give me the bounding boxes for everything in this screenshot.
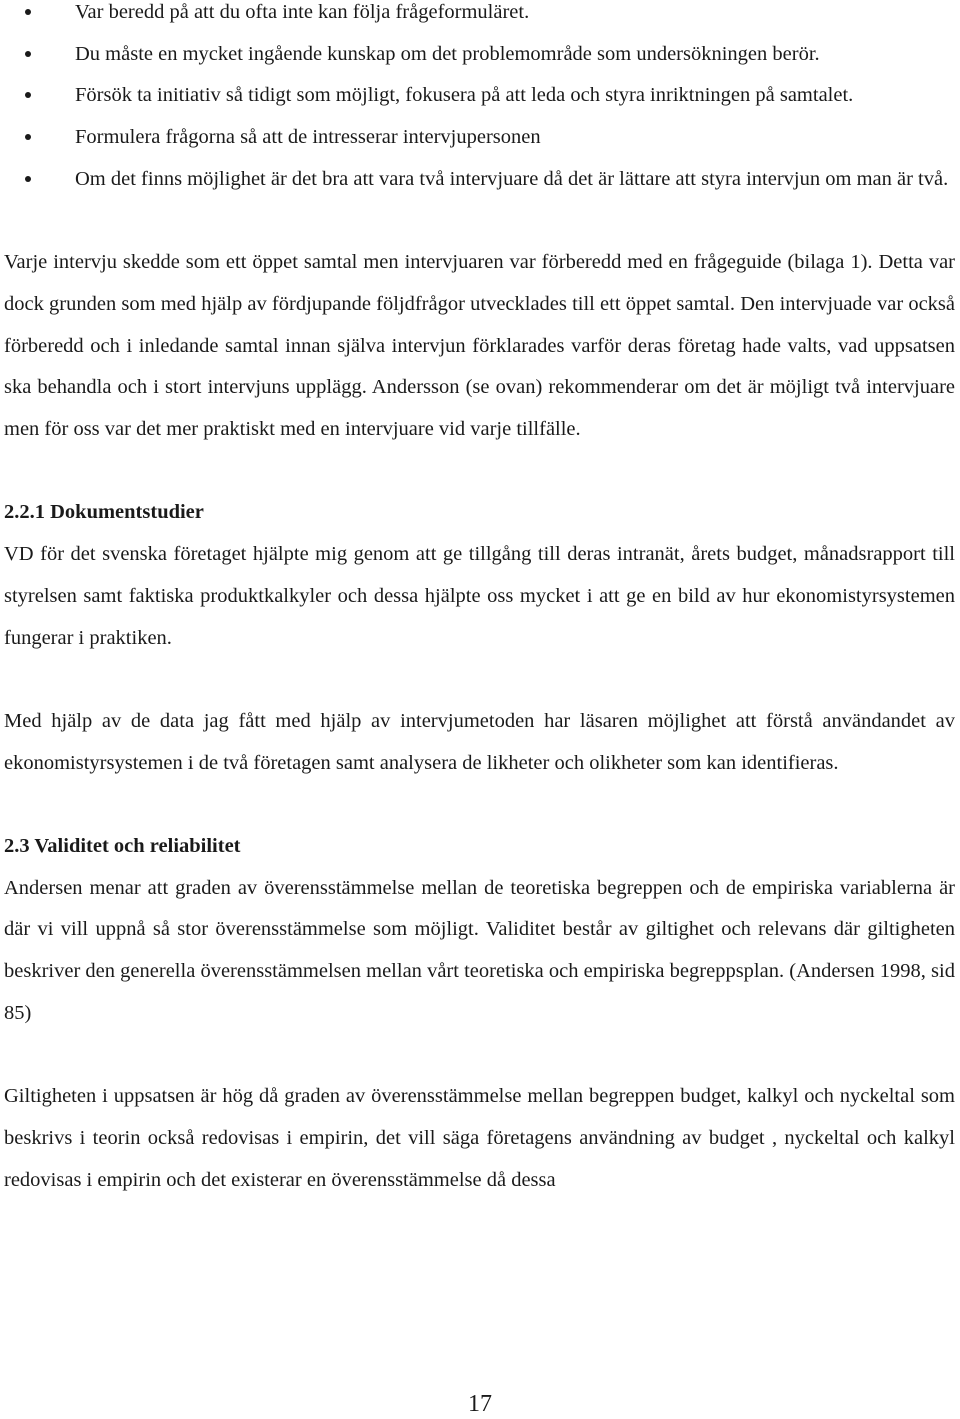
section-heading-dokumentstudier: 2.2.1 Dokumentstudier bbox=[4, 501, 204, 524]
document-page bbox=[4, 0, 955, 1201]
paragraph-spacer bbox=[4, 451, 955, 493]
list-item: Om det finns möjlighet är det bra att vara två intervjuare då det är lättare att styra intervjun om man är två. bbox=[4, 159, 955, 201]
body-paragraph: VD för det svenska företaget hjälpte mig genom att ge tillgång till deras intranät, årets budget, månadsrapport till styrelsen samt faktiska produktkalkyler och dessa hjälpte oss mycket i att ge en bild av hur ekonomistyrsystemen fungerar i praktiken. bbox=[4, 543, 955, 649]
paragraph-spacer bbox=[4, 784, 955, 826]
list-item: Formulera frågorna så att de intresserar intervjupersonen bbox=[4, 117, 955, 159]
list-item: Du måste en mycket ingående kunskap om det problemområde som undersökningen berör. bbox=[4, 34, 955, 76]
page-number: 17 bbox=[468, 1391, 492, 1417]
list-item: Försök ta initiativ så tidigt som möjligt, fokusera på att leda och styra inriktningen på samtalet. bbox=[4, 75, 955, 117]
body-paragraph: Giltigheten i uppsatsen är hög då graden av överensstämmelse mellan begreppen budget, kalkyl och nyckeltal som beskrivs i teorin också redovisas i empirin, det vill säga företagens användning av budget , nyckeltal och kalkyl redovisas i empirin och det existerar en överensstämmelse då dessa bbox=[4, 1085, 955, 1191]
body-paragraph: Andersen menar att graden av överensstämmelse mellan de teoretiska begreppen och de empiriska variablerna är där vi vill uppnå så stor överensstämmelse som möjligt. Validitet består av giltighet och relevans där giltigheten beskriver den generella överensstämmelsen mellan vårt teoretiska och empiriska begreppsplan. (Andersen 1998, sid 85) bbox=[4, 876, 955, 1024]
section-heading-validitet: 2.3 Validitet och reliabilitet bbox=[4, 835, 241, 857]
paragraph-spacer bbox=[4, 659, 955, 701]
paragraph-spacer bbox=[4, 201, 955, 243]
body-paragraph: Med hjälp av de data jag fått med hjälp av intervjumetoden har läsaren möjlighet att förstå användandet av ekonomistyrsystemen i de två företagen samt analysera de likheter och olikheter som kan identifieras. bbox=[4, 709, 955, 774]
interview-advice-list bbox=[4, 0, 955, 201]
paragraph-spacer bbox=[4, 1035, 955, 1077]
list-item: Var beredd på att du ofta inte kan följa frågeformuläret. bbox=[4, 0, 955, 34]
body-paragraph: Varje intervju skedde som ett öppet samtal men intervjuaren var förberedd med en frågeguide (bilaga 1). Detta var dock grunden som med hjälp av fördjupande följdfrågor utvecklades till ett öppet samtal. Den intervjuade var också förberedd och i inledande samtal innan själva intervjun förklarades varför deras företag hade valts, vad uppsatsen ska behandla och i stort intervjuns upplägg. Andersson (se ovan) rekommenderar om det är möjligt två intervjuare men för oss var det mer praktiskt med en intervjuare vid varje tillfälle. bbox=[4, 251, 955, 441]
